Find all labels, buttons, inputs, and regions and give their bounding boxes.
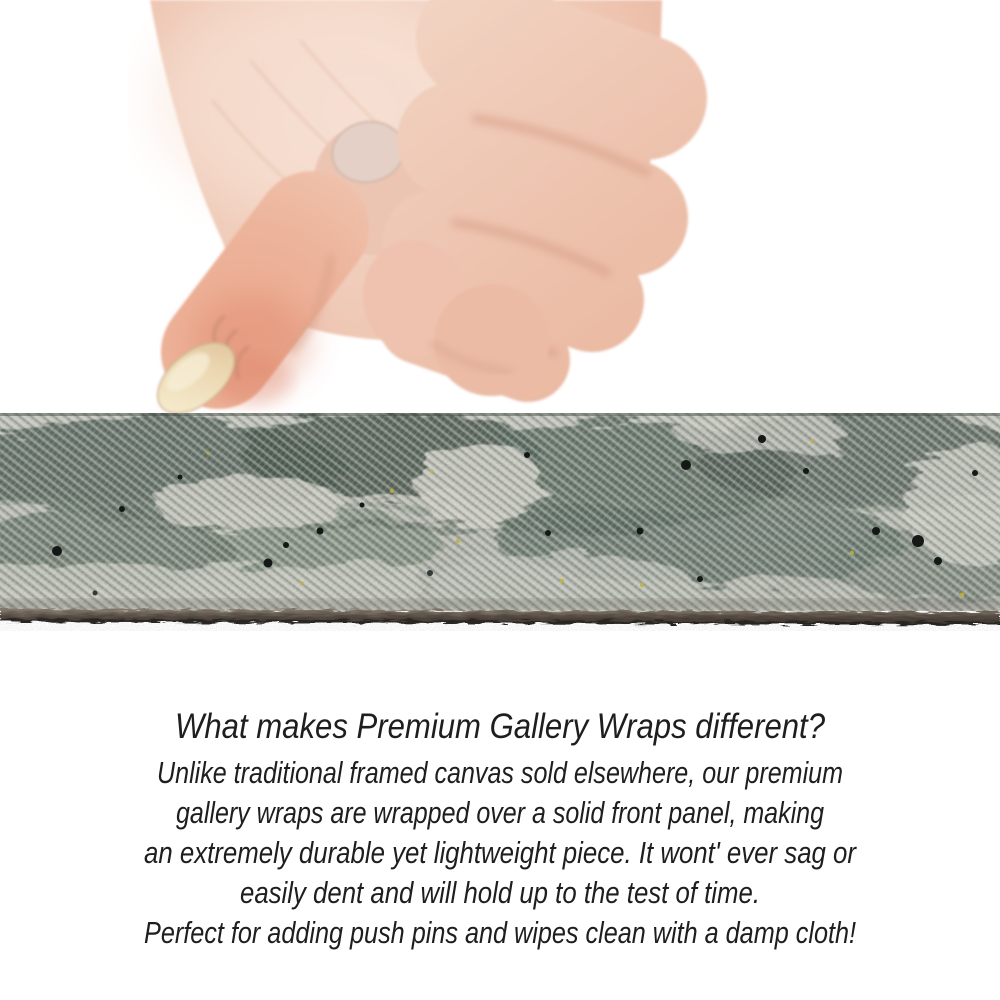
title: What makes Premium Gallery Wraps different? xyxy=(175,707,826,746)
index-finger xyxy=(478,38,645,98)
hand-press-illustration xyxy=(0,0,1000,415)
body-line-1: Unlike traditional framed canvas sold elsewhere, our premium xyxy=(157,755,843,790)
body-line-3: an extremely durable yet lightweight piece. It wont' ever sag or xyxy=(144,835,858,870)
text-block xyxy=(0,690,1000,980)
canvas-texture xyxy=(0,413,1000,632)
caption xyxy=(0,690,1000,980)
body-line-4: easily dent and will hold up to the test of time. xyxy=(240,875,760,910)
canvas-grain-light xyxy=(0,413,1000,611)
hand-photo xyxy=(0,0,1000,415)
body-line-5: Perfect for adding push pins and wipes clean with a damp cloth! xyxy=(144,915,857,950)
canvas-top-edge xyxy=(0,413,1000,416)
canvas-fold-shading xyxy=(0,599,1000,609)
canvas-edge-strip xyxy=(0,413,1000,632)
body-line-2: gallery wraps are wrapped over a solid front panel, making xyxy=(176,795,824,830)
